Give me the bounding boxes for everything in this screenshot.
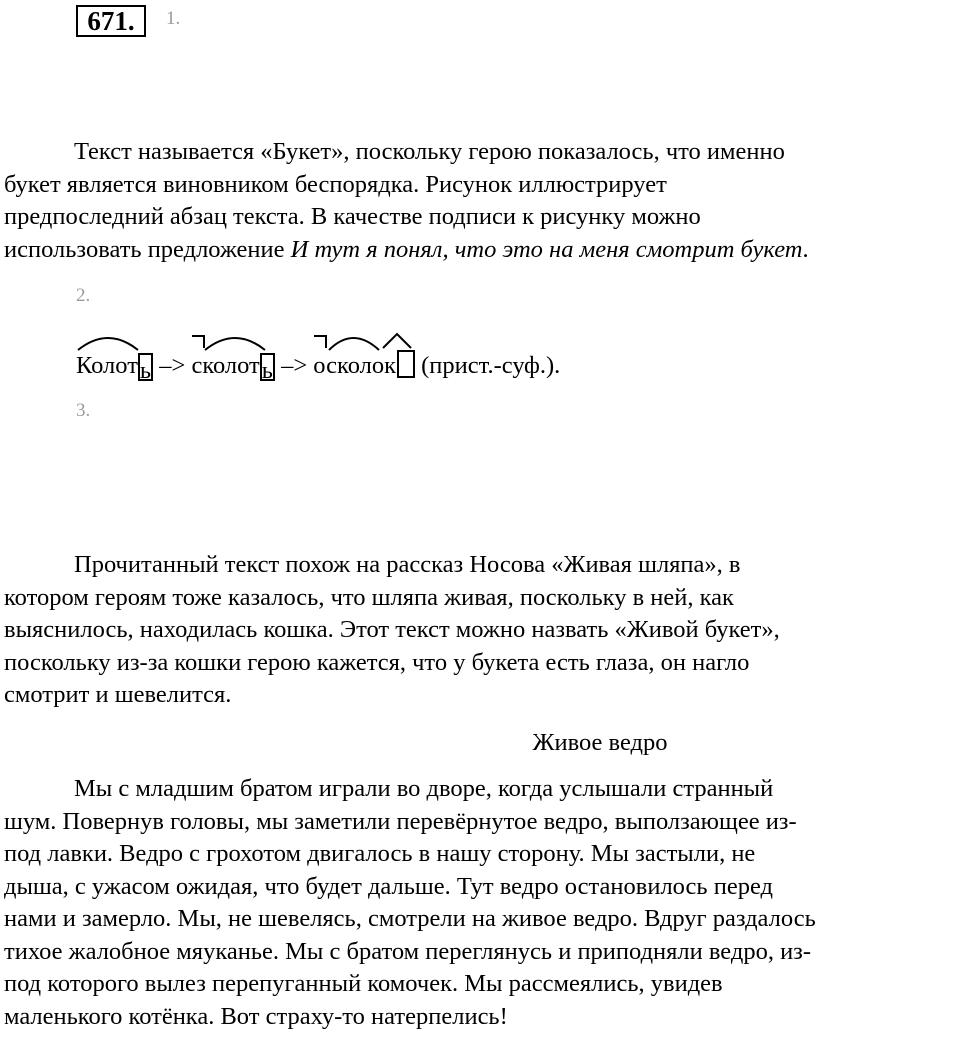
- text-line: поскольку из-за кошки герою кажется, что у букета есть глаза, он нагло: [4, 648, 750, 676]
- part-3-answer: [4, 549, 960, 712]
- part-2-label: 2.: [76, 285, 91, 306]
- text-line: котором героям тоже казалось, что шляпа живая, поскольку в ней, как: [4, 583, 734, 611]
- root: колот: [202, 352, 260, 379]
- text-line: нами и замерло. Мы, не шевелясь, смотрели на живое ведро. Вдруг раздалось: [4, 905, 816, 932]
- text-line: тихое жалобное мяуканье. Мы с братом переглянусь и приподняли ведро, из-: [4, 937, 812, 965]
- root: Колот: [76, 352, 138, 379]
- ending-box: ь: [260, 353, 275, 381]
- text-line: Текст называется «Букет», поскольку герою показалось, что именно: [74, 138, 785, 165]
- word-skolot: [191, 350, 275, 382]
- text-line: шум. Повернув головы, мы заметили перевёрнутое ведро, выползающее из-: [4, 807, 797, 835]
- text-suffix: .: [802, 235, 809, 263]
- arrow: –>: [153, 352, 192, 379]
- text-line: Прочитанный текст похож на рассказ Носова «Живая шляпа», в: [74, 551, 741, 578]
- story-title: Живое ведро: [532, 729, 668, 756]
- part-3-label: 3.: [76, 400, 91, 421]
- text-line: Мы с младшим братом играли во дворе, когда услышали странный: [74, 775, 774, 802]
- part-1-label: 1.: [166, 8, 181, 29]
- text-line: смотрит и шевелится.: [4, 681, 232, 708]
- text-line: предпоследний абзац текста. В качестве подписи к рисунку можно: [4, 203, 701, 230]
- root: скол: [326, 352, 372, 379]
- text-line: под лавки. Ведро с грохотом двигалось в нашу сторону. Мы застыли, не: [4, 840, 756, 867]
- text-line: [4, 234, 960, 267]
- story-text: [4, 773, 960, 1033]
- text-line: букет является виновником беспорядка. Рисунок иллюстрирует: [4, 170, 667, 198]
- prefix: с: [191, 352, 203, 379]
- arrow: –>: [274, 352, 314, 379]
- text-line: дыша, с ужасом ожидая, что будет дальше. Тут ведро остановилось перед: [4, 872, 773, 900]
- prefix-root-marks: [191, 328, 271, 352]
- zero-ending-box: [397, 350, 415, 378]
- text-line: выяснилось, находилась кошка. Этот текст можно назвать «Живой букет»,: [4, 616, 780, 643]
- text-line: под которого вылез перепуганный комочек. Мы рассмеялись, увидев: [4, 970, 723, 997]
- word-oskolok: [313, 350, 415, 382]
- formation-type: (прист.-суф.).: [415, 352, 561, 379]
- exercise-number: 671.: [76, 5, 146, 37]
- root-arc-mark: [76, 328, 140, 352]
- quoted-sentence: И тут я понял, что это на меня смотрит букет: [290, 235, 803, 263]
- word-kolot: [76, 350, 153, 382]
- word-formation-chain: [76, 350, 560, 382]
- suffix: ок: [371, 352, 396, 379]
- text-line: маленького котёнка. Вот страху-то натерпелись!: [4, 1002, 508, 1030]
- prefix-root-suffix-marks: [313, 328, 423, 352]
- prefix: о: [313, 352, 327, 379]
- ending-box: ь: [138, 353, 153, 381]
- part-1-answer: [4, 136, 960, 266]
- text-prefix: использовать предложение: [4, 235, 291, 263]
